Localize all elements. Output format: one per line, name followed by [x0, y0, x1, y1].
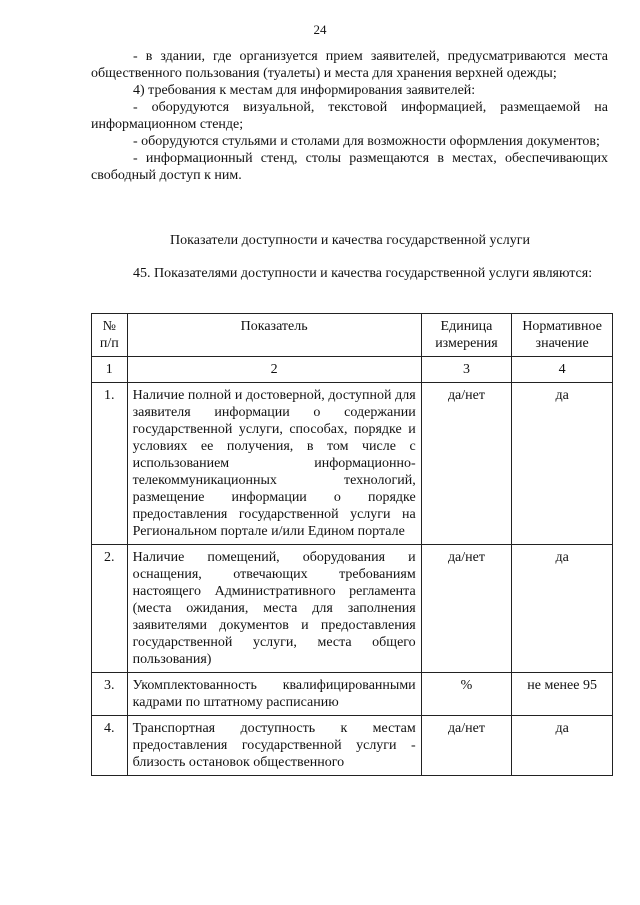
row-num: 4.	[92, 716, 128, 776]
row-name: Наличие помещений, оборудования и оснащения, отвечающих требованиям настоящего Административного регламента (места ожидания, места для заполнения заявителями документов и предоставления государственной услуги, места общего пользования)	[127, 545, 421, 673]
row-name: Наличие полной и достоверной, доступной для заявителя информации о содержании государственной услуги, способах, порядке и условиях ее получения, в том числе с использованием информационно-телекоммуникационных технологий, размещение информации о порядке предоставления государственной услуги на Региональном портале и/или Едином портале	[127, 383, 421, 545]
paragraph-45-text: 45. Показателями доступности и качества государственной услуги являются:	[133, 266, 593, 281]
row-num: 1.	[92, 383, 128, 545]
intro-text	[91, 48, 608, 184]
index-cell: 4	[512, 357, 613, 383]
intro-line: - оборудуются визуальной, текстовой информацией, размещаемой на информационном стенде;	[91, 100, 608, 132]
page-number: 24	[313, 22, 327, 37]
table-row	[92, 673, 613, 716]
table-row	[92, 716, 613, 776]
index-cell: 3	[421, 357, 512, 383]
table-index-row	[92, 357, 613, 383]
indicators-table	[91, 313, 613, 776]
intro-line: 4) требования к местам для информирования заявителей:	[133, 83, 476, 98]
paragraph-45	[91, 265, 608, 283]
header-name: Показатель	[127, 314, 421, 357]
header-norm: Нормативное значение	[512, 314, 613, 357]
index-cell: 2	[127, 357, 421, 383]
row-name: Укомплектованность квалифицированными кадрами по штатному расписанию	[127, 673, 421, 716]
row-norm: да	[512, 383, 613, 545]
row-unit: %	[421, 673, 512, 716]
table-header-row	[92, 314, 613, 357]
row-norm: да	[512, 716, 613, 776]
row-num: 3.	[92, 673, 128, 716]
row-num: 2.	[92, 545, 128, 673]
table-row	[92, 383, 613, 545]
row-unit: да/нет	[421, 545, 512, 673]
row-unit: да/нет	[421, 383, 512, 545]
row-name: Транспортная доступность к местам предоставления государственной услуги - близость остановок общественного	[127, 716, 421, 776]
intro-line: - информационный стенд, столы размещаются в местах, обеспечивающих свободный доступ к ним.	[91, 151, 608, 183]
header-num: № п/п	[92, 314, 128, 357]
index-cell: 1	[92, 357, 128, 383]
intro-line: - в здании, где организуется прием заявителей, предусматриваются места общественного пользования (туалеты) и места для хранения верхней одежды;	[91, 49, 608, 81]
table-row	[92, 545, 613, 673]
header-unit: Единица измерения	[421, 314, 512, 357]
row-norm: да	[512, 545, 613, 673]
row-norm: не менее 95	[512, 673, 613, 716]
row-unit: да/нет	[421, 716, 512, 776]
intro-line: - оборудуются стульями и столами для возможности оформления документов;	[133, 134, 600, 149]
section-title: Показатели доступности и качества государственной услуги	[170, 233, 530, 248]
